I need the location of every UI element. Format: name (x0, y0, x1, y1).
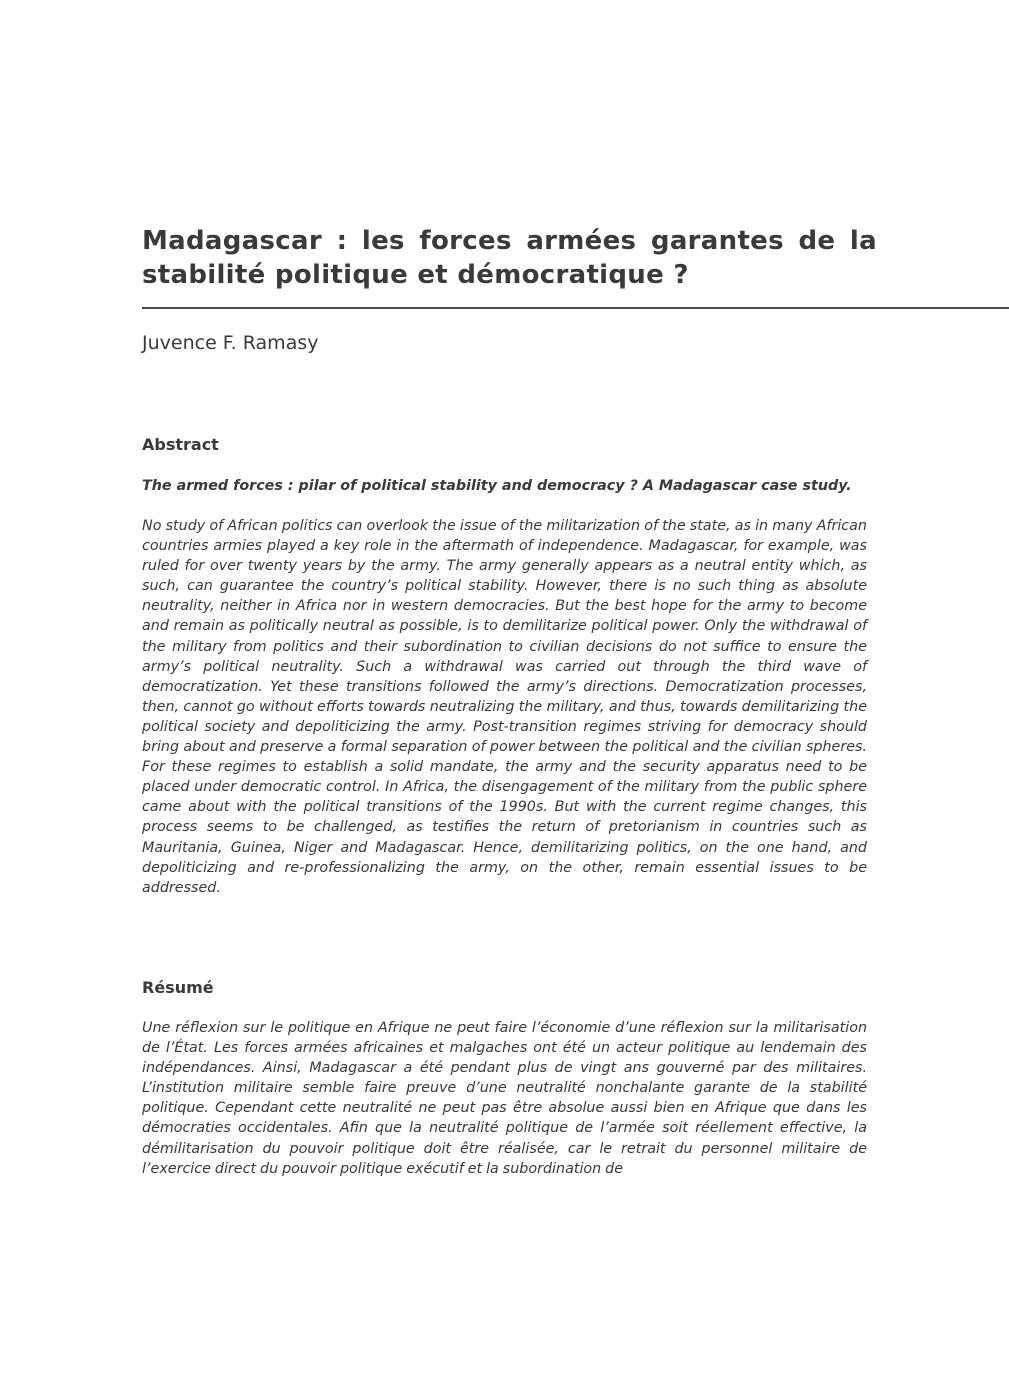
resume-heading: Résumé (142, 978, 214, 997)
abstract-body: No study of African politics can overlook the issue of the militarization of the state, as in many African countries armies played a key role in the aftermath of independence. Madagascar, for example, was ruled for over twenty years by the army. The army generally appears as a neutral entity which, as such, can guarantee the country’s political stability. However, there is no such thing as absolute neutrality, neither in Africa nor in western democracies. But the best hope for the army to become and remain as politically neutral as possible, is to demilitarize political power. Only the withdrawal of the military from politics and their subordination to civilian decisions do not suffice to ensure the army’s political neutrality. Such a withdrawal was carried out through the third wave of democratization. Yet these transitions followed the army’s directions. Democratization processes, then, cannot go without efforts towards neutralizing the military, and thus, towards demilitarizing the political society and depoliticizing the army. Post-transition regimes striving for democracy should bring about and preserve a formal separation of power between the political and the civilian spheres. For these regimes to establish a solid mandate, the army and the security apparatus need to be placed under democratic control. In Africa, the disengagement of the military from the public sphere came about with the political transitions of the 1990s. But with the current regime changes, this process seems to be challenged, as testifies the return of pretorianism in countries such as Mauritania, Guinea, Niger and Madagascar. Hence, demilitarizing politics, on the one hand, and depoliticizing and re-professionalizing the army, on the other, remain essential issues to be addressed. (142, 518, 867, 896)
resume-body: Une réflexion sur le politique en Afrique ne peut faire l’économie d’une réflexion sur la militarisation de l’État. Les forces armées africaines et malgaches ont été un acteur politique au lendemain des indépendances. Ainsi, Madagascar a été pendant plus de vingt ans gouverné par des militaires. L’institution militaire semble faire preuve d’une neutralité nonchalante garante de la stabilité politique. Cependant cette neutralité ne peut pas être absolue aussi bien en Afrique que dans les démocraties occidentales. Afin que la neutralité politique de l’armée soit réellement effective, la démilitarisation du pouvoir politique doit être réalisée, car le retrait du personnel militaire de l’exercice direct du pouvoir politique exécutif et la subordination de (142, 1020, 867, 1177)
title-divider (142, 307, 1009, 309)
abstract-subtitle: The armed forces : pilar of political stability and democracy ? A Madagascar case study. (142, 478, 852, 494)
article-title: Madagascar : les forces armées garantes de la stabilité politique et démocratique ? (142, 226, 877, 290)
author-name: Juvence F. Ramasy (142, 332, 319, 354)
abstract-heading: Abstract (142, 435, 219, 454)
